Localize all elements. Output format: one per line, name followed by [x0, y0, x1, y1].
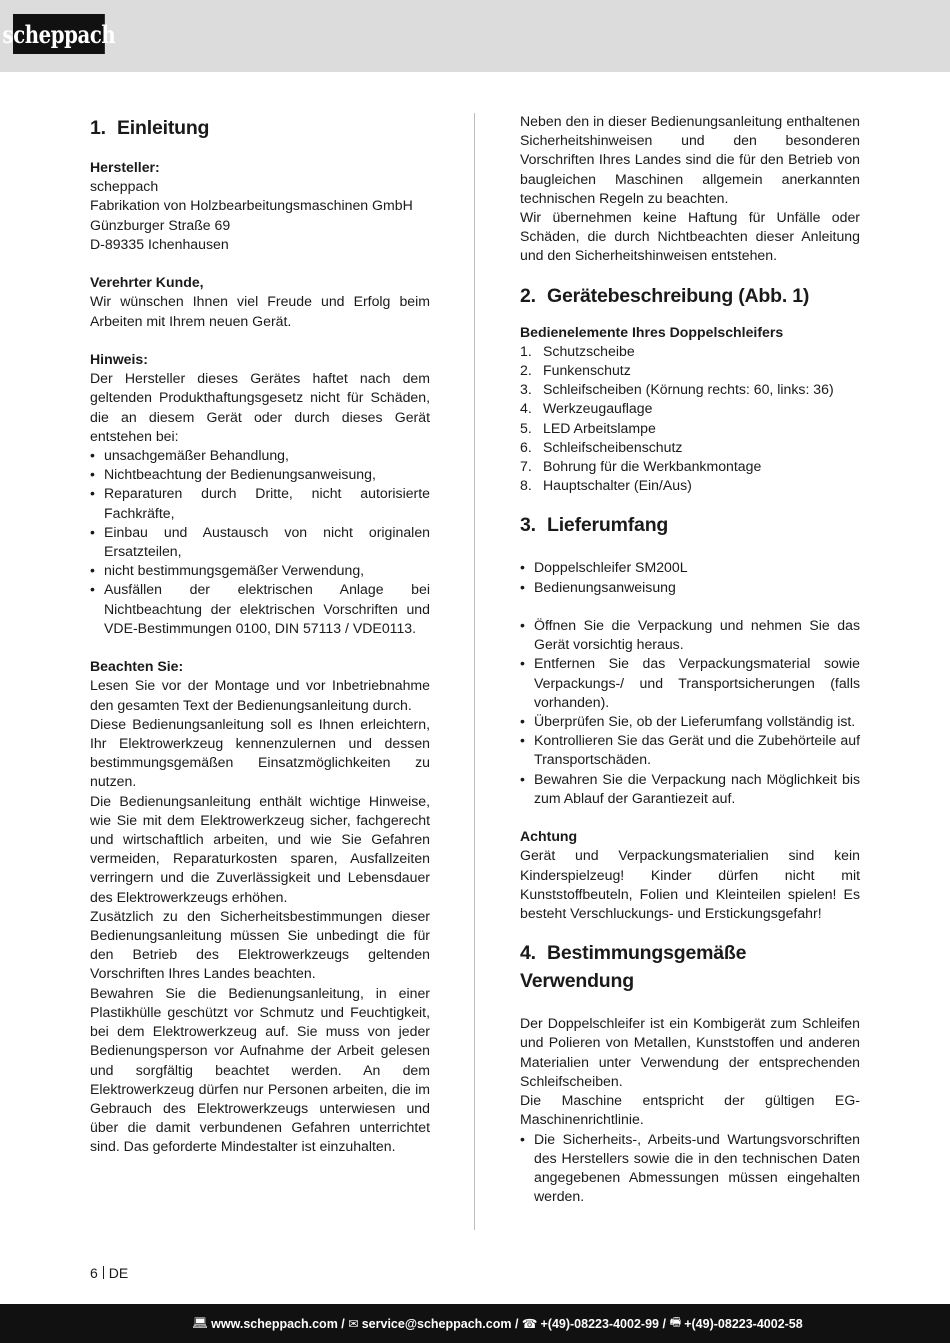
liefer-list	[520, 558, 860, 596]
achtung-label: Achtung	[520, 828, 578, 845]
list-item: • unsachgemäßer Behandlung,	[90, 446, 430, 465]
beachten-paragraph: Zusätzlich zu den Sicherheitsbestimmungen dieser Bedienungsanleitung müssen Sie unbedingt die für den Betrieb des Elektrowerkzeugs geltenden Vorschriften Ihres Landes beachten.	[90, 907, 430, 982]
hersteller-line: D-89335 Ichenhausen	[90, 235, 229, 252]
list-item: 2. Funkenschutz	[520, 362, 631, 379]
section-heading-lieferumfang: 3. Lieferumfang	[520, 514, 669, 537]
list-item: • Ausfällen der elektrischen Anlage bei Nichtbeachtung der elektrischen Vorschriften und VDE-Bestimmungen 0100, DIN 57113 / VDE0113.	[90, 580, 430, 638]
footer-web-link[interactable]: www.scheppach.com	[211, 1316, 338, 1331]
beachten-paragraph: Lesen Sie vor der Montage und vor Inbetriebnahme den gesamten Text der Bedienungsanleitung durch.	[90, 677, 430, 713]
list-item: • Bedienungsanweisung	[520, 578, 860, 597]
hinweis-label: Hinweis:	[90, 351, 148, 367]
hersteller-line: scheppach	[90, 178, 159, 195]
footer-phone: +(49)-08223-4002-99	[540, 1316, 659, 1331]
beachten-paragraph: Diese Bedienungsanleitung soll es Ihnen erleichtern, Ihr Elektrowerkzeug kennenzulernen und dessen bestimmungsgemäßen Einsatzmöglichkeiten zu nutzen.	[90, 715, 430, 790]
footer-bar: 💻︎ www.scheppach.com / ✉︎ service@scheppach.com / ☎ +(49)-08223-4002-99 / 🖷︎ +(49)-08223-4002-58	[0, 1304, 950, 1343]
list-item: • Einbau und Austausch von nicht originalen Ersatzteilen,	[90, 523, 430, 561]
list-item: 4. Werkzeugauflage	[520, 400, 653, 417]
list-item: • Doppelschleifer SM200L	[520, 558, 860, 577]
list-item: • Reparaturen durch Dritte, nicht autorisierte Fachkräfte,	[90, 484, 430, 522]
beachten-label: Beachten Sie:	[90, 658, 184, 675]
list-item: 5. LED Arbeitslampe	[520, 419, 656, 436]
list-item: • Entfernen Sie das Verpackungsmaterial sowie Verpackungs-/ und Transportsicherungen (falls vorhanden).	[520, 654, 860, 712]
intro-paragraph: Wir übernehmen keine Haftung für Unfälle oder Schäden, die durch Nichtbeachten dieser Anleitung und den Sicherheitshinweisen entstehen.	[520, 209, 860, 264]
computer-icon: 💻︎	[192, 1316, 209, 1330]
auspack-list	[520, 616, 860, 808]
section-heading-geraetebeschreibung: 2. Gerätebeschreibung (Abb. 1)	[520, 284, 810, 307]
right-column	[520, 112, 860, 1206]
list-item: • Kontrollieren Sie das Gerät und die Zubehörteile auf Transportschäden.	[520, 731, 860, 769]
hersteller-line: Günzburger Straße 69	[90, 216, 231, 233]
footer-fax: +(49)-08223-4002-58	[684, 1316, 803, 1331]
list-item: • Die Sicherheits-, Arbeits-und Wartungsvorschriften des Herstellers sowie die in den technischen Daten angegebenen Abmessungen müssen eingehalten werden.	[520, 1130, 860, 1207]
brand-logo: scheppach	[13, 14, 105, 54]
list-item: 6. Schleifscheibenschutz	[520, 438, 683, 455]
verwendung-paragraph: Der Doppelschleifer ist ein Kombigerät zum Schleifen und Polieren von Metallen, Kunststoffen und anderen Materialien unter Verwendung der entsprechenden Schleifscheiben.	[520, 1015, 860, 1089]
bedien-list	[520, 342, 860, 496]
list-item: • Nichtbeachtung der Bedienungsanweisung,	[90, 465, 430, 484]
list-item: • Überprüfen Sie, ob der Lieferumfang vollständig ist.	[520, 712, 860, 731]
achtung-text: Gerät und Verpackungsmaterialien sind kein Kinderspielzeug! Kinder dürfen nicht mit Kunststoffbeuteln, Folien und Kleinteilen spielen! Es besteht Verschluckungs- und Erstickungsgefahr!	[520, 847, 860, 922]
intro-paragraph: Neben den in dieser Bedienungsanleitung enthaltenen Sicherheitshinweisen und den besonderen Vorschriften Ihres Landes sind die für den Betrieb von baugleichen Maschinen allgemein anerkannten technischen Regeln zu beachten.	[520, 113, 860, 206]
bedien-label: Bedienelemente Ihres Doppelschleifers	[520, 323, 784, 340]
verwendung-list	[520, 1130, 860, 1207]
list-item: 8. Hauptschalter (Ein/Aus)	[520, 477, 692, 494]
page-number: 6 DE	[90, 1265, 129, 1281]
beachten-paragraph: Bewahren Sie die Bedienungsanleitung, in einer Plastikhülle geschützt vor Schmutz und Feuchtigkeit, bei dem Elektrowerkzeug auf. Sie muss von jeder Bedienungsperson vor Aufnahme der Arbeit gelesen und sorgfältig beachtet werden. An dem Elektrowerkzeug dürfen nur Personen arbeiten, die im Gebrauch des Elektrowerkzeugs unterwiesen und über die damit verbundenen Gefahren unterrichtet sind. Das geforderte Mindestalter ist einzuhalten.	[90, 984, 430, 1155]
kunde-text: Wir wünschen Ihnen viel Freude und Erfolg beim Arbeiten mit Ihrem neuen Gerät.	[90, 293, 430, 329]
column-divider	[474, 113, 475, 1230]
hinweis-list	[90, 446, 430, 638]
list-item: 7. Bohrung für die Werkbankmontage	[520, 458, 762, 475]
fax-icon: 🖷︎	[669, 1315, 682, 1329]
beachten-paragraph: Die Bedienungsanleitung enthält wichtige Hinweise, wie Sie mit dem Elektrowerkzeug sicher, fachgerecht und wirtschaftlich arbeiten, und wie Sie Gefahren vermeiden, Reparaturkosten sparen, Ausfallzeiten verringern und die Zuverlässigkeit und Lebensdauer des Elektrowerkzeugs erhöhen.	[90, 792, 430, 905]
kunde-label: Verehrter Kunde,	[90, 274, 204, 291]
hersteller-line: Fabrikation von Holzbearbeitungsmaschinen GmbH	[90, 197, 413, 214]
list-item: 1. Schutzscheibe	[520, 342, 635, 359]
hinweis-text: Der Hersteller dieses Gerätes haftet nach dem geltenden Produkthaftungsgesetz nicht für Schäden, die an diesem Gerät oder durch dieses Gerät entstehen bei:	[90, 370, 430, 444]
phone-icon: ☎	[521, 1317, 538, 1331]
section-heading-einleitung: 1. Einleitung	[90, 117, 210, 139]
list-item: 3. Schleifscheiben (Körnung rechts: 60, links: 36)	[520, 381, 834, 398]
header-bar	[0, 0, 950, 72]
mail-icon: ✉︎	[348, 1317, 359, 1331]
list-item: • Bewahren Sie die Verpackung nach Möglichkeit bis zum Ablauf der Garantiezeit auf.	[520, 770, 860, 808]
left-column	[90, 112, 430, 1157]
list-item: • Öffnen Sie die Verpackung und nehmen Sie das Gerät vorsichtig heraus.	[520, 616, 860, 654]
hersteller-label: Hersteller:	[90, 159, 160, 175]
list-item: • nicht bestimmungsgemäßer Verwendung,	[90, 561, 430, 580]
section-heading-verwendung: 4. Bestimmungsgemäße Verwendung	[520, 942, 747, 993]
footer-email-link[interactable]: service@scheppach.com	[361, 1316, 512, 1331]
verwendung-paragraph: Die Maschine entspricht der gültigen EG-Maschinenrichtlinie.	[520, 1092, 860, 1128]
